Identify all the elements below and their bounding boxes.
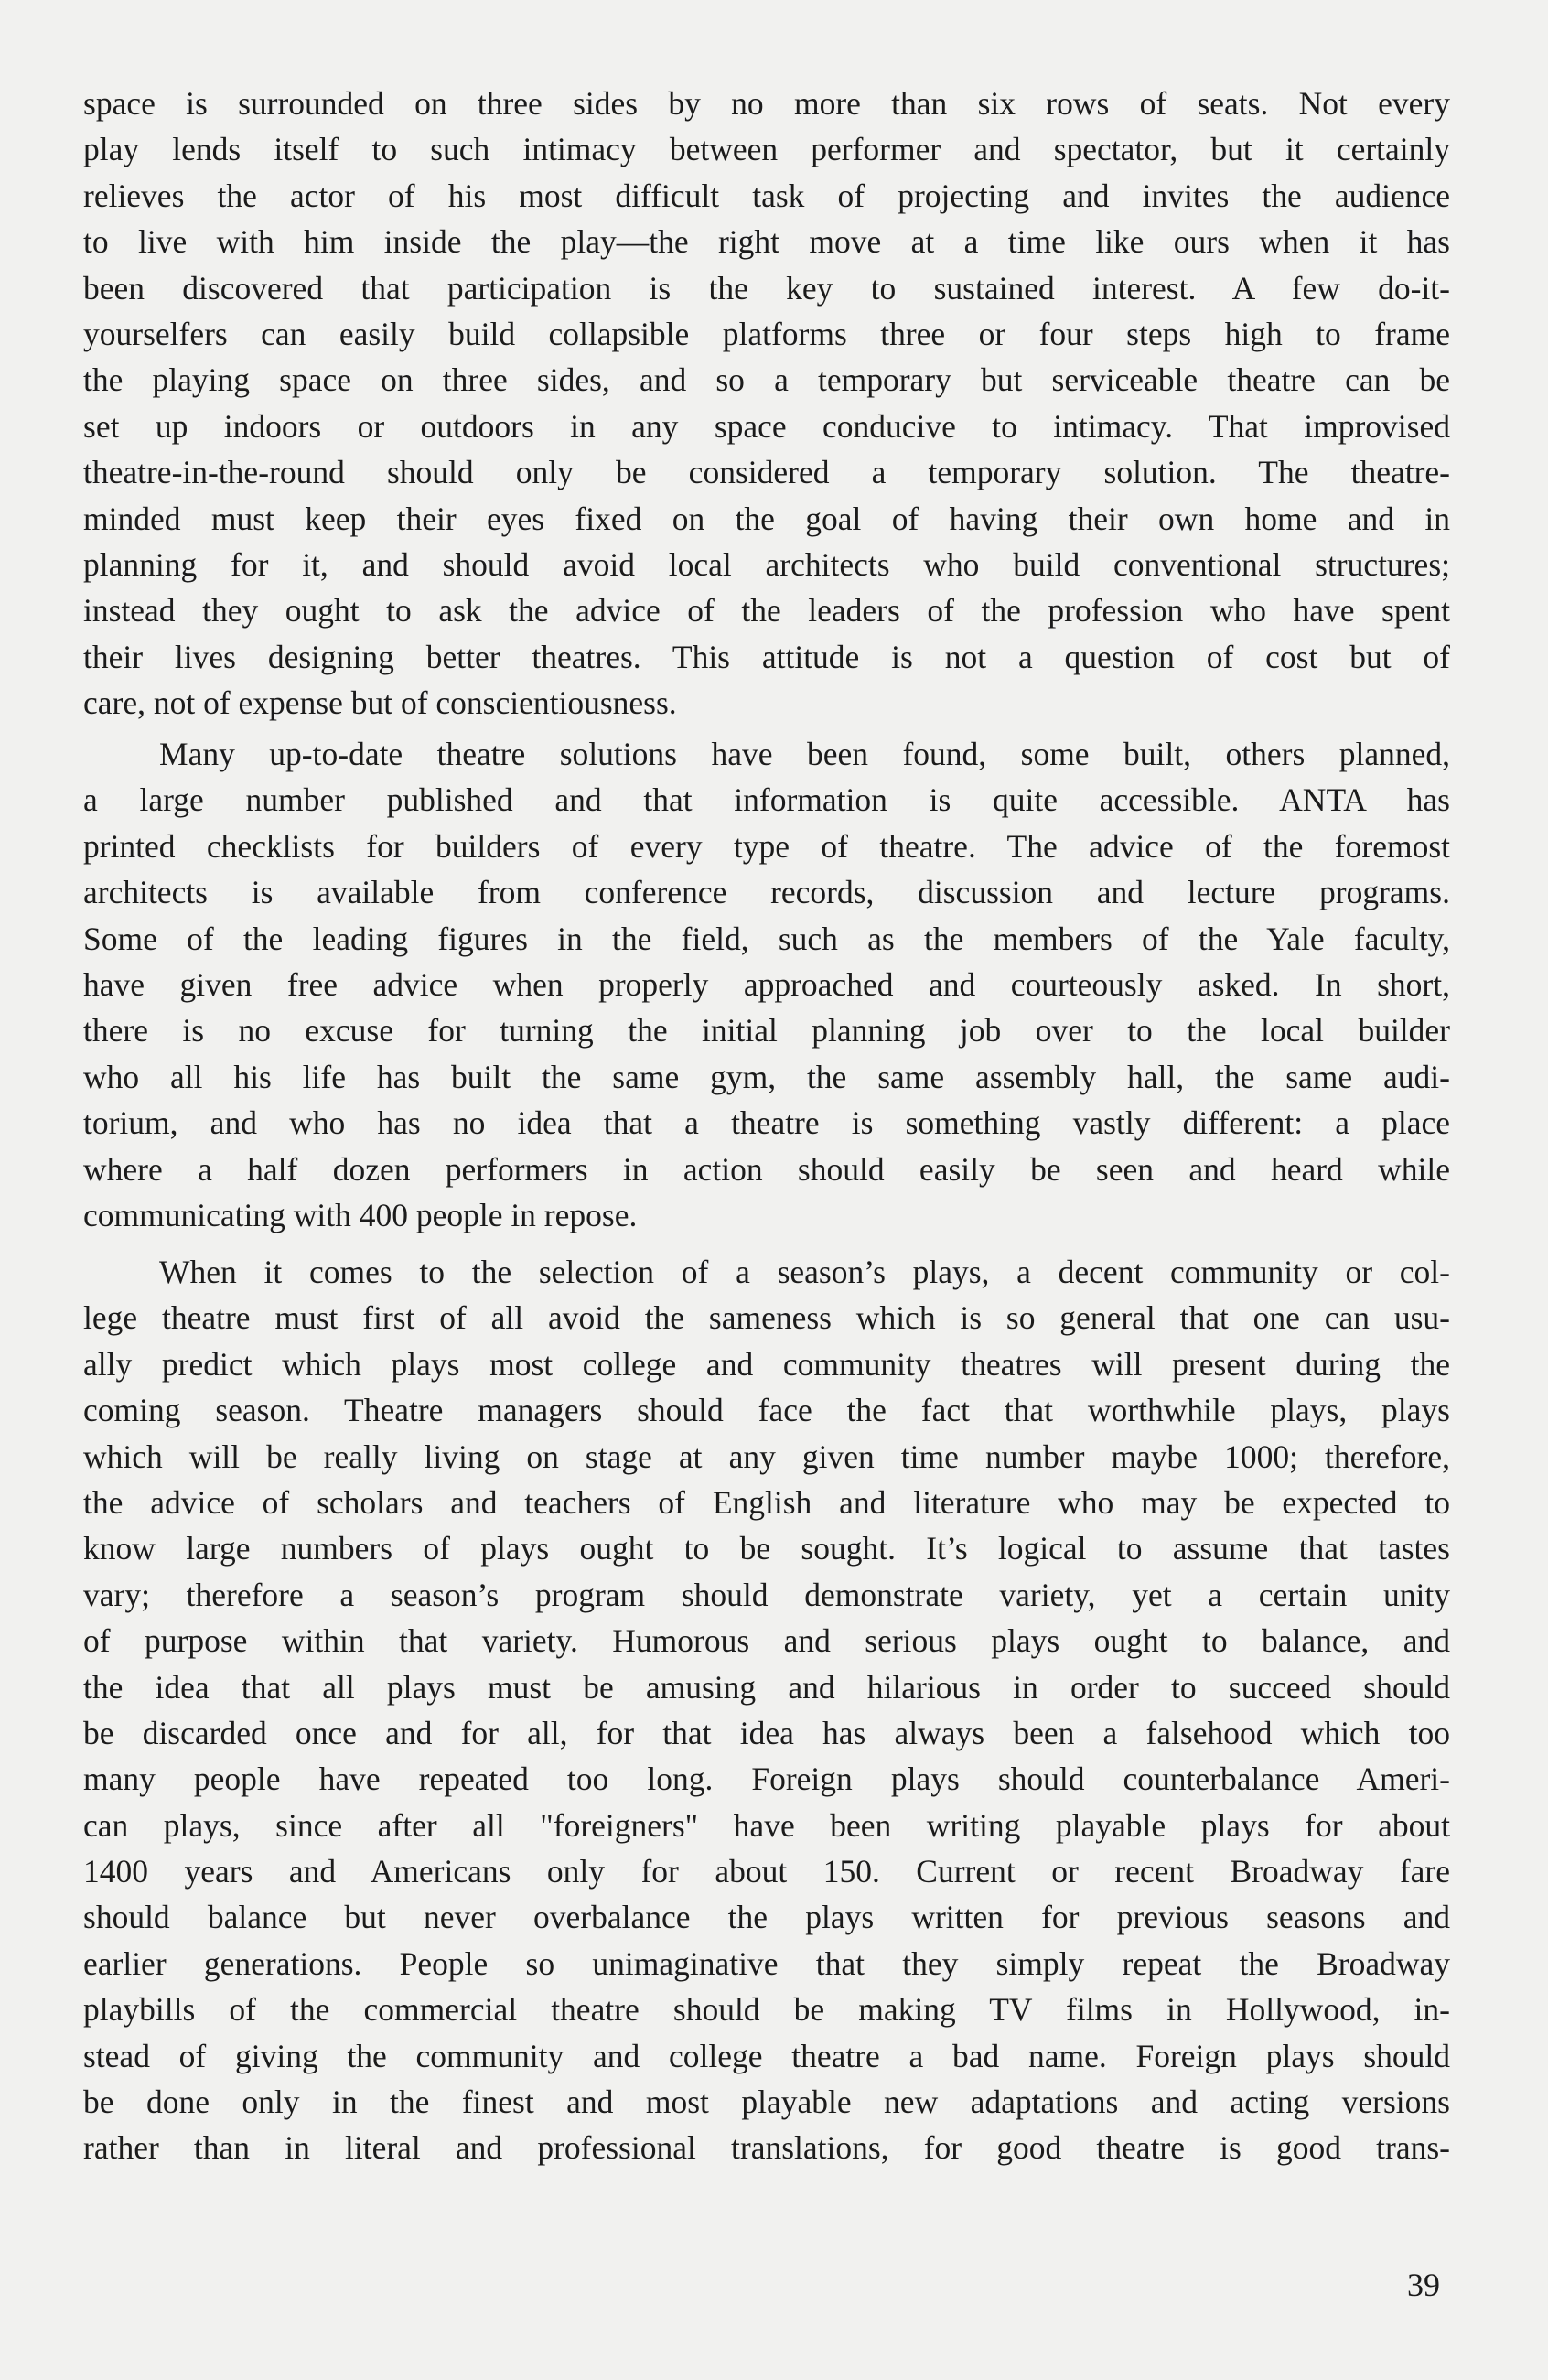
- text-line: communicating with 400 people in repose.: [83, 1196, 638, 1233]
- text-line: lege theatre must first of all avoid the sameness which is so general that one can usu-: [83, 1299, 1450, 1337]
- text-line: a large number published and that information is quite accessible. ANTA has: [83, 781, 1450, 819]
- text-line: should balance but never overbalance the plays written for previous seasons and: [83, 1899, 1450, 1936]
- text-line: printed checklists for builders of every type of theatre. The advice of the foremost: [83, 827, 1450, 865]
- text-line: play lends itself to such intimacy between performer and spectator, but it certainly: [83, 131, 1450, 168]
- text-line: have given free advice when properly approached and courteously asked. In short,: [83, 965, 1450, 1003]
- text-line: set up indoors or outdoors in any space conducive to intimacy. That improvised: [83, 407, 1450, 445]
- text-line: instead they ought to ask the advice of the leaders of the profession who have spent: [83, 592, 1450, 630]
- text-line: vary; therefore a season’s program should demonstrate variety, yet a certain unity: [83, 1576, 1450, 1613]
- text-line: playbills of the commercial theatre should be making TV films in Hollywood, in-: [83, 1991, 1450, 2029]
- text-line: the idea that all plays must be amusing and hilarious in order to succeed should: [83, 1668, 1450, 1706]
- text-line: been discovered that participation is the key to sustained interest. A few do-it-: [83, 269, 1450, 307]
- text-line: rather than in literal and professional translations, for good theatre is good trans-: [83, 2129, 1450, 2167]
- text-line: coming season. Theatre managers should face the fact that worthwhile plays, plays: [83, 1392, 1450, 1429]
- text-line: know large numbers of plays ought to be sought. It’s logical to assume that tastes: [83, 1530, 1450, 1567]
- text-line: where a half dozen performers in action should easily be seen and heard while: [83, 1150, 1450, 1188]
- text-line: which will be really living on stage at any given time number maybe 1000; therefore,: [83, 1438, 1450, 1475]
- text-line: of purpose within that variety. Humorous and serious plays ought to balance, and: [83, 1622, 1450, 1660]
- text-line: space is surrounded on three sides by no more than six rows of seats. Not every: [83, 85, 1450, 122]
- page-number: 39: [1407, 2267, 1440, 2303]
- text-line: many people have repeated too long. Foreign plays should counterbalance Ameri-: [83, 1761, 1450, 1798]
- text-line: relieves the actor of his most difficult task of projecting and invites the audience: [83, 177, 1450, 214]
- text-line: to live with him inside the play—the right move at a time like ours when it has: [83, 223, 1450, 261]
- text-line: their lives designing better theatres. This attitude is not a question of cost but of: [83, 638, 1450, 675]
- text-line: ally predict which plays most college and community theatres will present during the: [83, 1345, 1450, 1383]
- text-line: yourselfers can easily build collapsible platforms three or four steps high to frame: [83, 315, 1450, 352]
- text-line: the advice of scholars and teachers of English and literature who may be expected to: [83, 1483, 1450, 1521]
- text-line: theatre-in-the-round should only be considered a temporary solution. The theatre-: [83, 454, 1450, 491]
- text-line: earlier generations. People so unimaginative that they simply repeat the Broadway: [83, 1944, 1450, 1982]
- text-line: stead of giving the community and college theatre a bad name. Foreign plays should: [83, 2037, 1450, 2074]
- text-line: torium, and who has no idea that a theatre is something vastly different: a place: [83, 1104, 1450, 1142]
- paragraph-3: [83, 1249, 1450, 2171]
- text-line: can plays, since after all "foreigners" have been writing playable plays for about: [83, 1806, 1450, 1844]
- text-line: be discarded once and for all, for that idea has always been a falsehood which too: [83, 1714, 1450, 1751]
- text-line: 1400 years and Americans only for about 150. Current or recent Broadway fare: [83, 1853, 1450, 1890]
- text-line: planning for it, and should avoid local architects who build conventional structures;: [83, 545, 1450, 583]
- text-line: there is no excuse for turning the initial planning job over to the local builder: [83, 1012, 1450, 1050]
- text-line: Many up-to-date theatre solutions have been found, some built, others planned,: [159, 736, 1450, 772]
- text-line: who all his life has built the same gym, the same assembly hall, the same audi-: [83, 1058, 1450, 1095]
- text-line: When it comes to the selection of a season’s plays, a decent community or col-: [159, 1254, 1450, 1290]
- text-line: be done only in the finest and most playable new adaptations and acting versions: [83, 2084, 1450, 2121]
- text-line: the playing space on three sides, and so a temporary but serviceable theatre can be: [83, 361, 1450, 399]
- text-line: architects is available from conference records, discussion and lecture programs.: [83, 874, 1450, 911]
- text-line: Some of the leading figures in the field, such as the members of the Yale faculty,: [83, 920, 1450, 957]
- text-line: care, not of expense but of conscientiousness.: [83, 684, 677, 722]
- text-line: minded must keep their eyes fixed on the goal of having their own home and in: [83, 500, 1450, 537]
- paragraph-2: [83, 731, 1450, 1238]
- paragraph-1: [83, 81, 1450, 726]
